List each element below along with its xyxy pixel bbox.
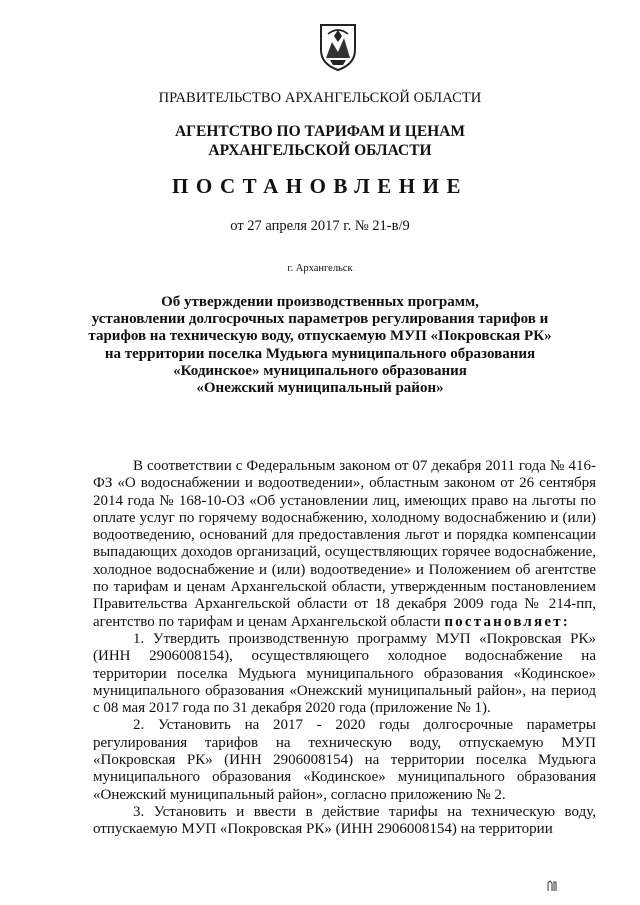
government-title: ПРАВИТЕЛЬСТВО АРХАНГЕЛЬСКОЙ ОБЛАСТИ — [158, 90, 482, 106]
agency-title-line1: АГЕНТСТВО ПО ТАРИФАМ И ЦЕНАМ — [174, 123, 466, 140]
page-mark-icon — [547, 880, 557, 892]
decree-word: постановляет: — [444, 613, 570, 630]
subject-line: Об утверждении производственных программ, — [161, 294, 479, 310]
document-date-number: от 27 апреля 2017 г. № 21-в/9 — [230, 218, 410, 234]
subject-line: установлении долгосрочных параметров регулирования тарифов и — [91, 311, 549, 328]
intro-paragraph — [93, 458, 596, 631]
agency-title — [0, 122, 640, 160]
subject-line: «Онежский муниципальный район» — [196, 380, 444, 397]
document-type: ПОСТАНОВЛЕНИЕ — [172, 174, 468, 198]
agency-title-line2: АРХАНГЕЛЬСКОЙ ОБЛАСТИ — [208, 142, 432, 159]
coat-of-arms-icon — [318, 22, 358, 72]
item-3-paragraph: 3. Установить и ввести в действие тарифы на техническую воду, отпускаемую МУП «Покровская РК» (ИНН 2906008154) на территории — [93, 803, 596, 838]
subject-line: «Кодинское» муниципального образования — [173, 362, 467, 379]
document-subject — [0, 294, 640, 397]
document-city: г. Архангельск — [287, 263, 353, 274]
item-1-paragraph: 1. Утвердить производственную программу МУП «Покровская РК» (ИНН 2906008154), осуществляющего холодное водоснабжение на территории поселка Мудьюга муниципального образования «Кодинское» муниципального образования «Онежский муниципальный район», на период с 08 мая 2017 года по 31 декабря 2020 года (приложение № 1). — [93, 630, 596, 717]
intro-text: В соответствии с Федеральным законом от 07 декабря 2011 года № 416-ФЗ «О водоснабжении и водоотведении», областным законом от 26 сентября 2014 года № 168-10-ОЗ «Об установлении лиц, имеющих право на льготы по оплате услуг по горячему водоснабжению, холодному водоснабжению и (или) водоотведению, оснований для предоставления льгот и порядка компенсации выпадающих доходов организаций, осуществляющих горячее водоснабжение, холодное водоснабжение и (или) водоотведение» и Положением об агентстве по тарифам и ценам Архангельской области, утвержденным постановлением Правительства Архангельской области от 18 декабря 2009 года № 214-пп, агентство по тарифам и ценам Архангельской области — [93, 458, 596, 630]
subject-line: на территории поселка Мудьюга муниципального образования — [104, 345, 536, 362]
subject-line: тарифов на техническую воду, отпускаемую МУП «Покровская РК» — [88, 328, 552, 345]
item-2-paragraph: 2. Установить на 2017 - 2020 годы долгосрочные параметры регулирования тарифов на техническую воду, отпускаемую МУП «Покровская РК» (ИНН 2906008154) на территории поселка Мудьюга муниципального образования «Кодинское» муниципального образования «Онежский муниципальный район», согласно приложению № 2. — [93, 717, 596, 803]
document-body — [93, 458, 596, 839]
